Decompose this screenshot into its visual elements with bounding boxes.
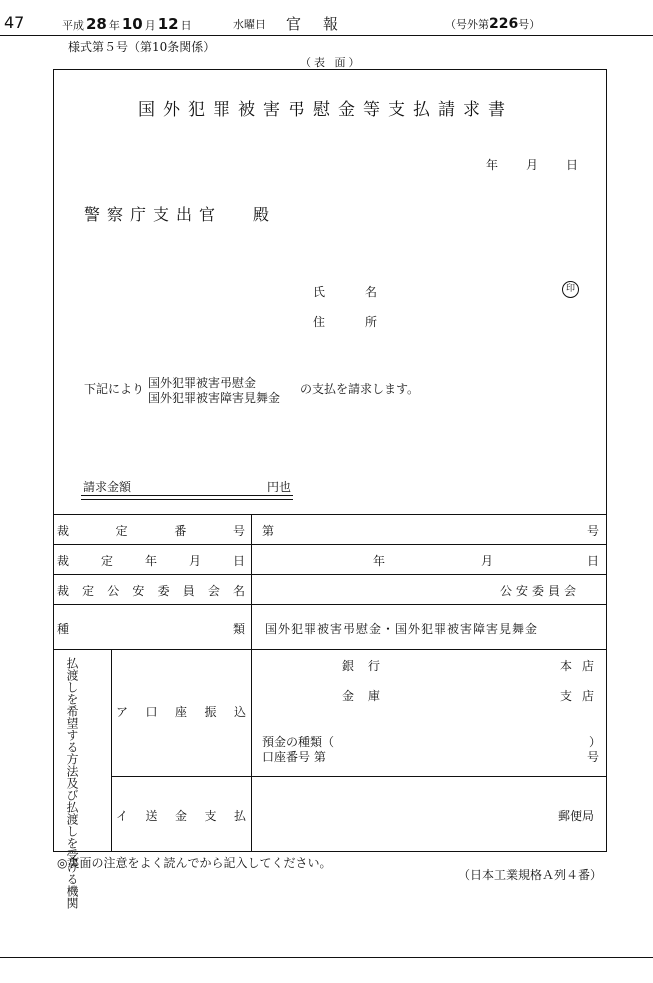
publication-title: 官報 [286,15,361,33]
label-char: 振 [204,705,217,719]
decision-month: 月 [481,554,494,568]
label-char: 払 [233,809,246,823]
table-rule [53,574,607,575]
day-unit: 日 [180,19,192,32]
label-char: 番 [174,524,187,538]
label-char: 委 [157,584,170,598]
side-label: （表 面） [300,56,363,69]
footnote: ◎裏面の注意をよく読んでから記入してください。 [57,856,332,870]
label-char: 込 [233,705,246,719]
clause-option-disability: 国外犯罪被害障害見舞金 [148,391,281,405]
account-number-suffix: 号 [587,750,600,764]
decision-number-suffix: 号 [587,524,600,538]
date-year-label: 年 [486,158,499,172]
table-rule [53,544,607,545]
year-unit: 年 [108,19,120,32]
account-number-label: 口座番号 第 [262,750,326,764]
clause-prefix: 下記により [84,382,145,396]
page-number: 47 [4,13,25,32]
seal-mark: 印 [562,281,579,298]
decision-number-prefix: 第 [262,524,275,538]
issue-value: 226 [489,16,519,32]
label-char: 金 [174,809,187,823]
label-char: 名 [232,584,245,598]
date-day-label: 日 [566,158,579,172]
decision-year: 年 [373,554,386,568]
label-char: 会 [207,584,220,598]
label-char: 裁 [57,554,70,568]
addressee-suffix: 殿 [253,205,270,224]
label-char: 裁 [57,584,70,598]
label-char: ア [116,705,129,719]
table-rule [111,776,607,777]
decision-date-label [57,552,245,569]
addressee: 警察庁支出官 [84,205,223,224]
amount-underline [81,495,293,500]
weekday: 水曜日 [233,18,266,31]
deposit-type-label: 預金の種類（ [262,735,335,749]
type-label [57,620,245,637]
label-char: 定 [100,554,113,568]
branch-label: 支店 [560,689,605,703]
paper-standard: （日本工業規格Ａ列４番） [458,868,603,882]
date-month-label: 月 [526,158,539,172]
label-char: 日 [232,554,245,568]
bank-label: 銀行 [342,659,395,673]
method-a-label [116,703,246,720]
amount-unit: 円也 [267,480,292,494]
form-id: 様式第５号（第10条関係） [68,40,216,54]
day-number: 12 [157,15,179,33]
label-char: イ [116,809,129,823]
header-rule [0,35,653,36]
type-value: 国外犯罪被害弔慰金・国外犯罪被害障害見舞金 [265,622,539,636]
address-label: 住所 [313,315,418,329]
month-number: 10 [121,15,143,33]
deposit-type-close: ） [589,735,602,749]
table-col-rule [111,649,112,852]
label-char: 座 [174,705,187,719]
form-title: 国外犯罪被害弔慰金等支払請求書 [138,100,513,120]
payment-method-label: 払渡しを希望する方法及び払渡しを受ける機関 [65,657,79,909]
main-branch-label: 本店 [560,659,605,673]
name-label: 氏名 [313,285,418,299]
committee-label [57,582,245,599]
label-char: 月 [188,554,201,568]
label-char: 年 [144,554,157,568]
label-char: 種 [57,622,70,636]
bottom-rule [0,957,653,958]
issue-close: 号） [518,18,541,31]
decision-day: 日 [587,554,600,568]
table-col-rule [251,514,252,852]
label-char: 支 [204,809,217,823]
month-unit: 月 [144,19,156,32]
table-rule [53,649,607,650]
method-b-label [116,807,246,824]
label-char: 送 [145,809,158,823]
label-char: 定 [115,524,128,538]
label-char: 口 [145,705,158,719]
label-char: 安 [132,584,145,598]
table-rule [53,604,607,605]
issue-date [62,15,192,33]
amount-label: 請求金額 [83,480,132,494]
table-top-rule [53,514,607,515]
year-number: 28 [86,15,107,33]
label-char: 裁 [57,524,70,538]
label-char: 員 [182,584,195,598]
vault-label: 金庫 [342,689,395,703]
label-char: 号 [232,524,245,538]
label-char: 公 [107,584,120,598]
decision-number-label [57,522,245,539]
post-office-label: 郵便局 [558,809,595,823]
committee-value: 公安委員会 [500,584,581,598]
clause-suffix: の支払を請求します。 [300,382,420,396]
issue-open: （号外第 [445,18,489,31]
issue-number [445,16,540,32]
label-char: 類 [232,622,245,636]
label-char: 定 [82,584,95,598]
era-name: 平成 [62,19,84,32]
clause-option-condolence: 国外犯罪被害弔慰金 [148,376,257,390]
